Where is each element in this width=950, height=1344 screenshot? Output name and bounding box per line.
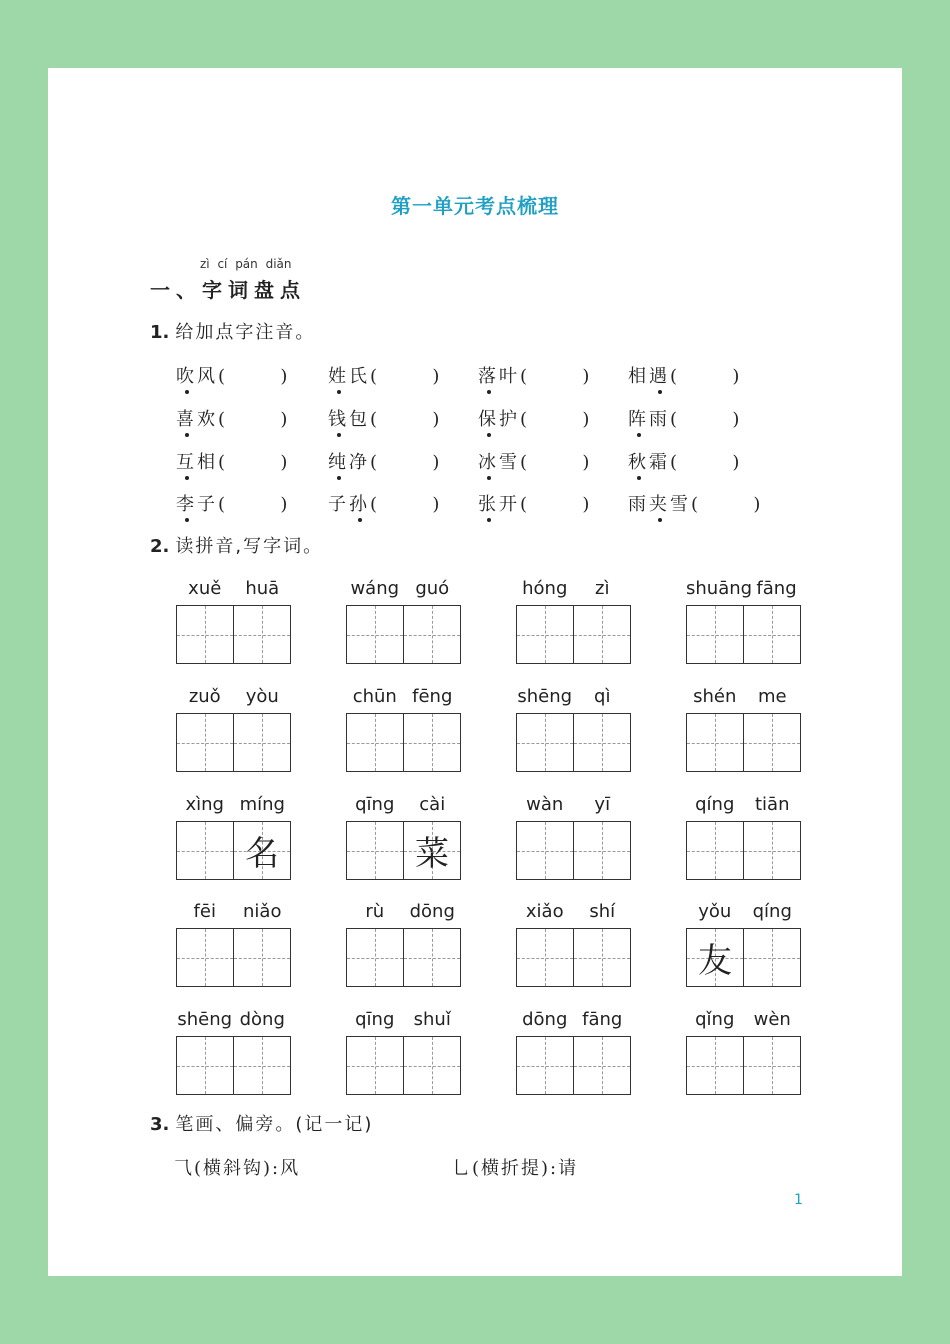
tian-zi-grid <box>176 928 291 987</box>
writing-cell[interactable] <box>517 714 573 771</box>
stroke-item: ⺄(横斜钩):风 <box>174 1158 301 1179</box>
pinyin-syllable: zuǒ <box>188 686 221 707</box>
pinyin-syllable: qì <box>594 686 611 707</box>
pinyin-row <box>516 1009 631 1031</box>
pinyin-syllable: fēi <box>193 901 216 922</box>
writing-cell[interactable] <box>517 929 573 986</box>
writing-cell[interactable] <box>687 929 743 986</box>
word-suffix-answer-blank[interactable]: ( ) <box>370 494 443 515</box>
cell-character <box>574 606 630 663</box>
word-suffix-answer-blank[interactable]: 护( ) <box>499 409 593 430</box>
cell-character <box>517 606 573 663</box>
pinyin-row <box>686 686 801 708</box>
tian-zi-grid <box>516 1036 631 1095</box>
cell-character <box>347 929 403 986</box>
dotted-character: 喜 <box>176 405 197 431</box>
cell-character <box>687 714 743 771</box>
pinyin-syllable: wáng <box>350 578 400 599</box>
pinyin-syllable: fāng <box>582 1009 623 1030</box>
pinyin-syllable: xiǎo <box>525 901 564 922</box>
pinyin-writing-card <box>176 794 291 880</box>
writing-cell[interactable] <box>177 822 233 879</box>
pinyin-writing-card <box>346 794 461 880</box>
word-prefix: 雨 <box>628 494 649 515</box>
pinyin-row <box>686 794 801 816</box>
tian-zi-grid <box>516 605 631 664</box>
dotted-character: 张 <box>478 490 499 516</box>
writing-cell[interactable] <box>743 1037 800 1094</box>
pinyin-row <box>516 794 631 816</box>
cell-character <box>234 714 290 771</box>
pinyin-syllable: shí <box>589 901 616 922</box>
word-suffix-answer-blank[interactable]: 霜( ) <box>649 452 743 473</box>
cell-character <box>744 1037 800 1094</box>
word-item <box>478 448 592 474</box>
dotted-character: 吹 <box>176 362 197 388</box>
writing-cell[interactable] <box>403 929 460 986</box>
cell-character <box>744 714 800 771</box>
writing-cell[interactable] <box>403 714 460 771</box>
pinyin-syllable: qīng <box>355 1009 395 1030</box>
word-suffix-answer-blank[interactable]: 相( ) <box>197 452 291 473</box>
writing-cell[interactable] <box>403 606 460 663</box>
writing-cell[interactable] <box>347 714 403 771</box>
page-number: 1 <box>794 1192 803 1208</box>
question-2 <box>150 532 323 558</box>
pinyin-writing-card <box>346 578 461 664</box>
pinyin-row <box>516 578 631 600</box>
writing-cell[interactable] <box>347 1037 403 1094</box>
word-item <box>628 362 742 388</box>
question-text: 给加点字注音。 <box>175 322 316 343</box>
pinyin-syllable: yòu <box>245 686 279 707</box>
tian-zi-grid <box>346 1036 461 1095</box>
stroke-item: ⺃(横折提):请 <box>452 1158 579 1179</box>
tian-zi-grid <box>176 821 291 880</box>
pinyin-writing-card <box>516 901 631 987</box>
tian-zi-grid <box>176 605 291 664</box>
pinyin-row <box>176 1009 291 1031</box>
question-number: 1. <box>150 322 170 343</box>
question-number: 2. <box>150 536 170 557</box>
writing-cell[interactable] <box>573 1037 630 1094</box>
pinyin-syllable: qīng <box>355 794 395 815</box>
writing-cell[interactable] <box>573 822 630 879</box>
tian-zi-grid <box>686 713 801 772</box>
pinyin-syllable: shuǐ <box>413 1009 451 1030</box>
pinyin-writing-card <box>686 901 801 987</box>
tian-zi-grid <box>346 928 461 987</box>
cell-character <box>234 606 290 663</box>
writing-cell[interactable] <box>743 606 800 663</box>
pinyin-writing-card <box>516 794 631 880</box>
question-number: 3. <box>150 1114 170 1135</box>
word-suffix-answer-blank[interactable]: 雨( ) <box>649 409 743 430</box>
dotted-character: 互 <box>176 448 197 474</box>
pinyin-row <box>686 578 801 600</box>
tian-zi-grid <box>516 928 631 987</box>
pinyin-syllable: fāng <box>756 578 797 599</box>
writing-cell[interactable] <box>517 606 573 663</box>
pinyin-row <box>686 901 801 923</box>
cell-character <box>744 822 800 879</box>
tian-zi-grid <box>516 821 631 880</box>
cell-character <box>574 822 630 879</box>
writing-cell[interactable] <box>347 606 403 663</box>
pinyin-syllable: cài <box>419 794 446 815</box>
word-item <box>628 490 763 516</box>
pinyin-writing-card <box>686 794 801 880</box>
pinyin-syllable: xìng <box>185 794 224 815</box>
cell-character <box>574 929 630 986</box>
dotted-character: 秋 <box>628 448 649 474</box>
writing-cell[interactable] <box>743 929 800 986</box>
cell-character: 友 <box>698 941 732 981</box>
cell-character <box>177 714 233 771</box>
pinyin-syllable: qíng <box>695 794 735 815</box>
cell-character <box>404 929 460 986</box>
pinyin-writing-card <box>346 901 461 987</box>
pinyin-syllable: shén <box>693 686 737 707</box>
writing-cell[interactable] <box>743 822 800 879</box>
writing-cell[interactable] <box>233 1037 290 1094</box>
pinyin-syllable: niǎo <box>243 901 282 922</box>
pinyin-syllable: shuāng <box>686 578 753 599</box>
tian-zi-grid <box>176 713 291 772</box>
pinyin-writing-card <box>516 578 631 664</box>
pinyin-syllable: yī <box>594 794 611 815</box>
cell-character <box>404 714 460 771</box>
pinyin-syllable: chūn <box>352 686 397 707</box>
tian-zi-grid <box>686 821 801 880</box>
pinyin-row <box>346 901 461 923</box>
writing-cell[interactable] <box>403 822 460 879</box>
word-item <box>478 362 592 388</box>
word-item <box>176 448 290 474</box>
pinyin-writing-card <box>346 686 461 772</box>
pinyin-row <box>346 578 461 600</box>
pinyin-row <box>176 794 291 816</box>
dotted-character: 纯 <box>328 448 349 474</box>
tian-zi-grid <box>176 1036 291 1095</box>
tian-zi-grid <box>686 928 801 987</box>
dotted-character: 落 <box>478 362 499 388</box>
pinyin-writing-card <box>176 901 291 987</box>
tian-zi-grid <box>346 713 461 772</box>
cell-character <box>347 1037 403 1094</box>
cell-character <box>347 606 403 663</box>
cell-character <box>234 929 290 986</box>
cell-character <box>687 822 743 879</box>
section-pinyin: zì cí pán diǎn <box>200 257 292 271</box>
pinyin-syllable: wèn <box>753 1009 791 1030</box>
pinyin-syllable: guó <box>415 578 450 599</box>
pinyin-syllable: huā <box>245 578 280 599</box>
dotted-character: 保 <box>478 405 499 431</box>
word-suffix-answer-blank[interactable]: 包( ) <box>349 409 443 430</box>
dotted-character: 阵 <box>628 405 649 431</box>
pinyin-writing-card <box>686 1009 801 1095</box>
cell-character <box>347 822 403 879</box>
pinyin-row <box>176 901 291 923</box>
writing-cell[interactable] <box>233 822 290 879</box>
cell-character <box>574 714 630 771</box>
writing-cell[interactable] <box>403 1037 460 1094</box>
writing-cell[interactable] <box>233 606 290 663</box>
word-prefix: 相 <box>628 366 649 387</box>
cell-character: 菜 <box>415 834 449 874</box>
word-item <box>328 448 442 474</box>
writing-cell[interactable] <box>233 929 290 986</box>
word-suffix-answer-blank[interactable]: 叶( ) <box>499 366 593 387</box>
pinyin-writing-card <box>686 686 801 772</box>
word-suffix-answer-blank[interactable]: 开( ) <box>499 494 593 515</box>
writing-cell[interactable] <box>517 1037 573 1094</box>
word-suffix-answer-blank[interactable]: 风( ) <box>197 366 291 387</box>
tian-zi-grid <box>346 605 461 664</box>
pinyin-writing-card <box>516 686 631 772</box>
dotted-character: 孙 <box>349 490 370 516</box>
word-suffix-answer-blank[interactable]: 雪( ) <box>670 494 764 515</box>
pinyin-row <box>346 1009 461 1031</box>
word-item <box>478 405 592 431</box>
question-text: 笔画、偏旁。(记一记) <box>175 1114 374 1135</box>
word-prefix: 子 <box>328 494 349 515</box>
dotted-character: 姓 <box>328 362 349 388</box>
word-suffix-answer-blank[interactable]: 雪( ) <box>499 452 593 473</box>
pinyin-syllable: dōng <box>522 1009 568 1030</box>
cell-character <box>177 1037 233 1094</box>
pinyin-syllable: fēng <box>412 686 453 707</box>
pinyin-syllable: míng <box>239 794 285 815</box>
pinyin-syllable: tiān <box>755 794 790 815</box>
dotted-character: 遇 <box>649 362 670 388</box>
word-suffix-answer-blank[interactable]: 氏( ) <box>349 366 443 387</box>
pinyin-row <box>176 686 291 708</box>
dotted-character: 夹 <box>649 490 670 516</box>
cell-character: 名 <box>245 834 279 874</box>
pinyin-syllable: dōng <box>409 901 455 922</box>
cell-character <box>177 929 233 986</box>
pinyin-syllable: qǐng <box>695 1009 735 1030</box>
writing-cell[interactable] <box>517 822 573 879</box>
writing-cell[interactable] <box>177 1037 233 1094</box>
word-suffix-answer-blank[interactable]: ( ) <box>670 366 743 387</box>
pinyin-writing-card <box>176 1009 291 1095</box>
writing-cell[interactable] <box>177 606 233 663</box>
pinyin-writing-card <box>686 578 801 664</box>
tian-zi-grid <box>516 713 631 772</box>
pinyin-syllable: yǒu <box>698 901 732 922</box>
dotted-character: 钱 <box>328 405 349 431</box>
pinyin-syllable: rù <box>365 901 385 922</box>
cell-character <box>517 822 573 879</box>
cell-character <box>744 606 800 663</box>
word-item <box>176 490 290 516</box>
cell-character <box>234 1037 290 1094</box>
pinyin-row <box>686 1009 801 1031</box>
word-item <box>328 490 442 516</box>
tian-zi-grid <box>346 821 461 880</box>
pinyin-row <box>516 686 631 708</box>
pinyin-writing-card <box>176 686 291 772</box>
cell-character <box>404 606 460 663</box>
dotted-character: 李 <box>176 490 197 516</box>
writing-cell[interactable] <box>687 606 743 663</box>
pinyin-row <box>346 794 461 816</box>
question-text: 读拼音,写字词。 <box>175 536 324 557</box>
cell-character <box>347 714 403 771</box>
word-suffix-answer-blank[interactable]: 欢( ) <box>197 409 291 430</box>
pinyin-syllable: shēng <box>177 1009 233 1030</box>
writing-cell[interactable] <box>233 714 290 771</box>
writing-cell[interactable] <box>743 714 800 771</box>
pinyin-syllable: hóng <box>522 578 568 599</box>
writing-cell[interactable] <box>347 929 403 986</box>
word-item <box>628 448 742 474</box>
cell-character <box>517 714 573 771</box>
writing-cell[interactable] <box>687 822 743 879</box>
question-3 <box>150 1110 373 1136</box>
tian-zi-grid <box>686 605 801 664</box>
writing-cell[interactable] <box>177 714 233 771</box>
pinyin-syllable: wàn <box>526 794 564 815</box>
worksheet-page <box>48 68 902 1276</box>
word-item <box>176 362 290 388</box>
word-suffix-answer-blank[interactable]: 净( ) <box>349 452 443 473</box>
pinyin-syllable: xuě <box>188 578 222 599</box>
cell-character <box>177 822 233 879</box>
pinyin-syllable: qíng <box>752 901 792 922</box>
cell-character <box>687 1037 743 1094</box>
writing-cell[interactable] <box>687 714 743 771</box>
pinyin-row <box>176 578 291 600</box>
pinyin-writing-card <box>346 1009 461 1095</box>
writing-cell[interactable] <box>573 929 630 986</box>
cell-character <box>517 1037 573 1094</box>
writing-cell[interactable] <box>687 1037 743 1094</box>
cell-character <box>744 929 800 986</box>
dotted-character: 冰 <box>478 448 499 474</box>
writing-cell[interactable] <box>573 714 630 771</box>
word-item <box>328 405 442 431</box>
cell-character <box>517 929 573 986</box>
word-item <box>176 405 290 431</box>
writing-cell[interactable] <box>347 822 403 879</box>
pinyin-syllable: me <box>757 686 787 707</box>
pinyin-writing-card <box>516 1009 631 1095</box>
pinyin-writing-card <box>176 578 291 664</box>
writing-cell[interactable] <box>177 929 233 986</box>
question-1 <box>150 318 315 344</box>
pinyin-syllable: shēng <box>517 686 573 707</box>
cell-character <box>574 1037 630 1094</box>
tian-zi-grid <box>686 1036 801 1095</box>
word-item <box>328 362 442 388</box>
word-suffix-answer-blank[interactable]: 子( ) <box>197 494 291 515</box>
cell-character <box>177 606 233 663</box>
word-item <box>478 490 592 516</box>
cell-character <box>687 606 743 663</box>
page-title: 第一单元考点梳理 <box>391 194 559 218</box>
word-item <box>628 405 742 431</box>
pinyin-syllable: zì <box>595 578 610 599</box>
pinyin-row <box>516 901 631 923</box>
section-heading: 一、字词盘点 <box>150 278 306 302</box>
cell-character <box>404 1037 460 1094</box>
writing-cell[interactable] <box>573 606 630 663</box>
pinyin-syllable: dòng <box>239 1009 285 1030</box>
pinyin-row <box>346 686 461 708</box>
